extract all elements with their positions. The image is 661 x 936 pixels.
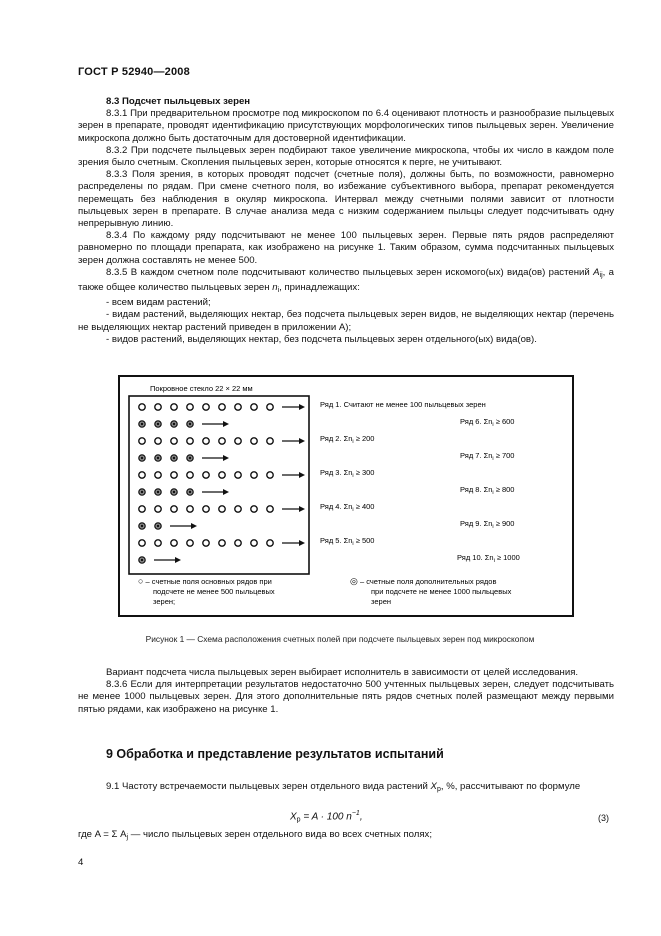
row-label-6: Ряд 6. $\Sigma n_i \ge 600$: [460, 417, 515, 428]
main-counting-field: [235, 404, 241, 410]
main-counting-field: [251, 438, 257, 444]
list-item: - видам растений, выделяющих нектар, без подсчета пыльцевых зерен видов, не выделяющих нектар (перечень не выделяющих нектар растений приведен в приложении А);: [78, 309, 614, 333]
cover-glass-label: Покровное стекло 22 × 22 мм: [150, 384, 253, 393]
main-counting-field: [267, 404, 273, 410]
figure-diagram: [120, 377, 571, 614]
legend-main: ○ – счетные поля основных рядов при: [138, 576, 272, 586]
main-counting-field: [203, 540, 209, 546]
row-label-9: Ряд 9. $\Sigma n_i \ge 900$: [460, 519, 515, 530]
extra-field-dot: [157, 525, 159, 527]
main-counting-field: [187, 506, 193, 512]
main-counting-field: [219, 472, 225, 478]
paragraph-8-3-6: 8.3.6 Если для интерпретации результатов недостаточно 500 учтенных пыльцевых зерен, следует подсчитывать не менее 1000 пыльцевых зерен. Для этого дополнительные пять рядов счетных полей размещают между первыми пятью рядами, как изображено на рисунке 1.: [78, 679, 614, 715]
legend-extra: ◎ – счетные поля дополнительных рядов: [350, 576, 497, 586]
formula-explanation: где A = Σ $A_j$ — число пыльцевых зерен отдельного вида во всех счетных полях;: [78, 829, 433, 841]
row-label-10: Ряд 10. $\Sigma n_i \ge 1000$: [457, 553, 520, 564]
row-label-8: Ряд 8. $\Sigma n_i \ge 800$: [460, 485, 515, 496]
row-label-1: Ряд 1. Считают не менее 100 пыльцевых зерен: [320, 400, 486, 409]
legend-extra-line2: при подсчете не менее 1000 пыльцевых: [371, 587, 512, 596]
paragraph-variant: Вариант подсчета числа пыльцевых зерен выбирает исполнитель в зависимости от целей исследования.: [106, 667, 579, 678]
main-counting-field: [155, 540, 161, 546]
main-counting-field: [139, 472, 145, 478]
figure-1: [118, 375, 574, 617]
main-counting-field: [187, 438, 193, 444]
extra-field-dot: [157, 457, 159, 459]
extra-field-dot: [189, 423, 191, 425]
section-8-3: [78, 96, 614, 346]
main-counting-field: [219, 404, 225, 410]
legend-extra-mark: ◎: [350, 576, 358, 586]
legend-main-line2: подсчете не менее 500 пыльцевых: [153, 587, 275, 596]
list-item: - видов растений, выделяющих нектар, без подсчета пыльцевых зерен отдельного(ых) вида(ов).: [106, 333, 537, 345]
main-counting-field: [251, 404, 257, 410]
section-title: 8.3 Подсчет пыльцевых зерен: [106, 96, 251, 107]
paragraph-8-3-4: 8.3.4 По каждому ряду подсчитывают не менее 100 пыльцевых зерен. Первые пять рядов распределяют равномерно по площади препарата, как изображено на рисунке 1. Таким образом, сумма подсчитанных пыльцевых зерен должна составлять не менее 500.: [78, 230, 614, 266]
row-arrow-head: [175, 557, 181, 563]
figure-caption: Рисунок 1 — Схема расположения счетных полей при подсчете пыльцевых зерен под микроскопом: [145, 634, 535, 644]
extra-field-dot: [157, 423, 159, 425]
main-counting-field: [171, 472, 177, 478]
row-arrow-head: [299, 404, 305, 410]
extra-field-dot: [189, 491, 191, 493]
row-arrow-head: [223, 455, 229, 461]
main-counting-field: [235, 540, 241, 546]
main-counting-field: [251, 540, 257, 546]
extra-field-dot: [141, 457, 143, 459]
extra-field-dot: [141, 559, 143, 561]
main-counting-field: [203, 506, 209, 512]
main-counting-field: [155, 506, 161, 512]
main-counting-field: [219, 438, 225, 444]
main-counting-field: [187, 540, 193, 546]
row-label-5: Ряд 5. $\Sigma n_i \ge 500$: [320, 536, 375, 547]
main-counting-field: [139, 404, 145, 410]
document-header: ГОСТ Р 52940—2008: [78, 66, 190, 78]
row-arrow-head: [191, 523, 197, 529]
main-counting-field: [139, 438, 145, 444]
main-counting-field: [155, 438, 161, 444]
extra-field-dot: [141, 525, 143, 527]
row-arrow-head: [299, 506, 305, 512]
main-counting-field: [139, 540, 145, 546]
row-label-2: Ряд 2. $\Sigma n_i \ge 200$: [320, 434, 375, 445]
main-counting-field: [235, 506, 241, 512]
paragraph-8-3-5: 8.3.5 В каждом счетном поле подсчитывают количество пыльцевых зерен искомого(ых) вида(ов) растений $A_{ij}$, а также общее количество пыльцевых зерен $n_i$, принадлежащих:: [78, 266, 615, 295]
formula-3: $X_p = A \cdot 100$ $n^{-1}$,: [290, 810, 363, 824]
paragraph-8-3-2: 8.3.2 При подсчете пыльцевых зерен подбирают такое увеличение микроскопа, чтобы их число в каждом поле зрения было счетным. Скопления пыльцевых зерен, которые относятся к перге, не учитывают.: [78, 144, 614, 169]
main-counting-field: [267, 472, 273, 478]
row-arrow-head: [299, 472, 305, 478]
main-counting-field: [203, 472, 209, 478]
extra-field-dot: [189, 457, 191, 459]
main-counting-field: [203, 438, 209, 444]
page-number: 4: [78, 857, 84, 868]
main-counting-field: [171, 506, 177, 512]
main-counting-field: [171, 438, 177, 444]
row-arrow-head: [223, 421, 229, 427]
legend-main-mark: ○: [138, 576, 144, 586]
main-counting-field: [187, 472, 193, 478]
extra-field-dot: [157, 491, 159, 493]
legend-main-line3: зерен;: [153, 597, 176, 606]
main-counting-field: [219, 540, 225, 546]
main-counting-field: [235, 472, 241, 478]
list-item: - всем видам растений;: [106, 297, 211, 309]
formula-number: (3): [598, 813, 609, 823]
row-label-4: Ряд 4. $\Sigma n_i \ge 400$: [320, 502, 375, 513]
row-arrow-head: [299, 540, 305, 546]
main-counting-field: [171, 404, 177, 410]
row-label-7: Ряд 7. $\Sigma n_i \ge 700$: [460, 451, 515, 462]
section-8-3-continued: [78, 667, 614, 716]
main-counting-field: [219, 506, 225, 512]
section-9-title: 9 Обработка и представление результатов испытаний: [106, 747, 444, 761]
extra-field-dot: [173, 457, 175, 459]
main-counting-field: [251, 472, 257, 478]
main-counting-field: [235, 438, 241, 444]
extra-field-dot: [141, 491, 143, 493]
row-arrow-head: [223, 489, 229, 495]
main-counting-field: [251, 506, 257, 512]
row-arrow-head: [299, 438, 305, 444]
main-counting-field: [155, 472, 161, 478]
extra-field-dot: [141, 423, 143, 425]
main-counting-field: [187, 404, 193, 410]
extra-field-dot: [173, 423, 175, 425]
main-counting-field: [203, 404, 209, 410]
paragraph-8-3-3: 8.3.3 Поля зрения, в которых проводят подсчет (счетные поля), должны быть, по возможности, равномерно распределены по рядам. При смене счетного поля, во избежание субъективного выбора, препарат рекомендуется перемещать без наблюдения в окуляр микроскопа. Интервал между счетными полями зависит от плотности пыльцевых зерен в препарате. В случае анализа меда с низким содержанием пыльцы следует подсчитывать одну непрерывную линию.: [78, 169, 614, 230]
main-counting-field: [267, 506, 273, 512]
main-counting-field: [267, 540, 273, 546]
main-counting-field: [267, 438, 273, 444]
main-counting-field: [171, 540, 177, 546]
extra-field-dot: [173, 491, 175, 493]
main-counting-field: [139, 506, 145, 512]
paragraph-9-1: 9.1 Частоту встречаемости пыльцевых зерен отдельного вида растений $X_p$, %, рассчитывают по формуле: [106, 781, 581, 793]
legend-extra-line3: зерен: [371, 597, 392, 606]
main-counting-field: [155, 404, 161, 410]
paragraph-8-3-1: 8.3.1 При предварительном просмотре под микроскопом по 6.4 оценивают плотность и разнообразие пыльцевых зерен в препарате, проводят идентификацию присутствующих морфологических типов пыльцевых зерен. Увеличение микроскопа должно быть достаточным для достоверной идентификации.: [78, 108, 614, 144]
row-label-3: Ряд 3. $\Sigma n_i \ge 300$: [320, 468, 375, 479]
